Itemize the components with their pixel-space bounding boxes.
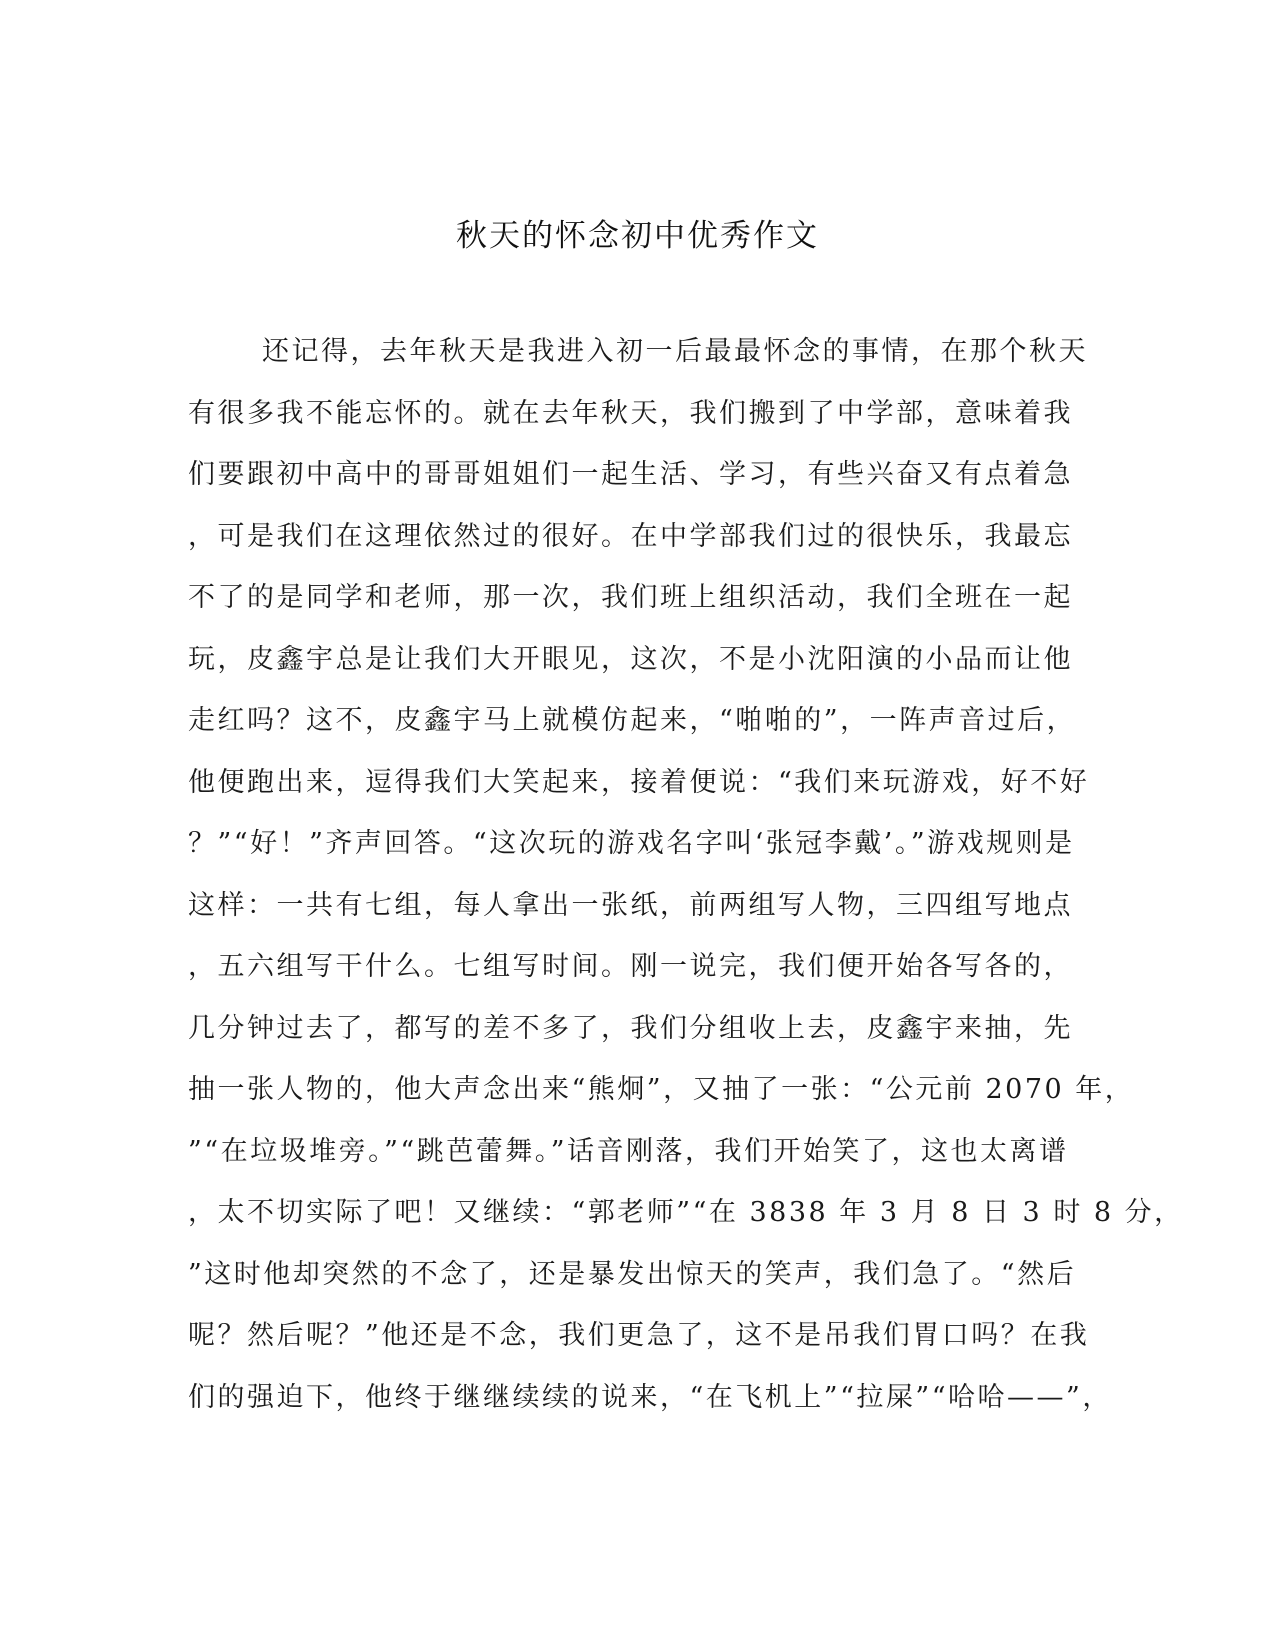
paragraph-line: 几分钟过去了，都写的差不多了，我们分组收上去，皮鑫宇来抽，先 [188, 1012, 1073, 1044]
paragraph-line: ，五六组写干什么。七组写时间。刚一说完，我们便开始各写各的， [188, 951, 1073, 982]
paragraph-line: 不了的是同学和老师，那一次，我们班上组织活动，我们全班在一起 [188, 582, 1073, 613]
paragraph-line: ，太不切实际了吧！又继续：“郭老师”“在 3838 年 3 月 8 日 3 时 8 分， [188, 1197, 1184, 1228]
paragraph-line: 抽一张人物的，他大声念出来“熊炯”，又抽了一张：“公元前 2070 年， [188, 1074, 1135, 1105]
paragraph-line: 玩，皮鑫宇总是让我们大开眼见，这次，不是小沈阳演的小品而让他 [188, 643, 1073, 675]
paragraph-line: 们要跟初中高中的哥哥姐姐们一起生活、学习，有些兴奋又有点着急 [188, 459, 1073, 490]
paragraph-line: 们的强迫下，他终于继继续续的说来，“在飞机上”“拉屎”“哈哈——”， [188, 1381, 1112, 1413]
paragraph-line: ”这时他却突然的不念了，还是暴发出惊天的笑声，我们急了。“然后 [188, 1258, 1077, 1290]
page-title: 秋天的怀念初中优秀作文 [456, 218, 819, 254]
paragraph-line: 有很多我不能忘怀的。就在去年秋天，我们搬到了中学部，意味着我 [188, 397, 1073, 429]
paragraph-line: 这样：一共有七组，每人拿出一张纸，前两组写人物，三四组写地点 [188, 889, 1073, 921]
paragraph-line: 他便跑出来，逗得我们大笑起来，接着便说：“我们来玩游戏，好不好 [188, 766, 1090, 798]
paragraph-line: ？”“好！”齐声回答。“这次玩的游戏名字叫‘张冠李戴’。”游戏规则是 [188, 828, 1075, 859]
paragraph-line: 还记得，去年秋天是我进入初一后最最怀念的事情，在那个秋天 [262, 336, 1088, 367]
essay-body [188, 330, 1184, 1437]
paragraph-line: ”“在垃圾堆旁。”“跳芭蕾舞。”话音刚落，我们开始笑了，这也太离谱 [188, 1135, 1069, 1167]
paragraph-line: 呢？然后呢？”他还是不念，我们更急了，这不是吊我们胃口吗？在我 [188, 1320, 1090, 1351]
paragraph-line: ，可是我们在这理依然过的很好。在中学部我们过的很快乐，我最忘 [188, 520, 1073, 552]
paragraph-line: 走红吗？这不，皮鑫宇马上就模仿起来，“啪啪的”，一阵声音过后， [188, 705, 1077, 736]
